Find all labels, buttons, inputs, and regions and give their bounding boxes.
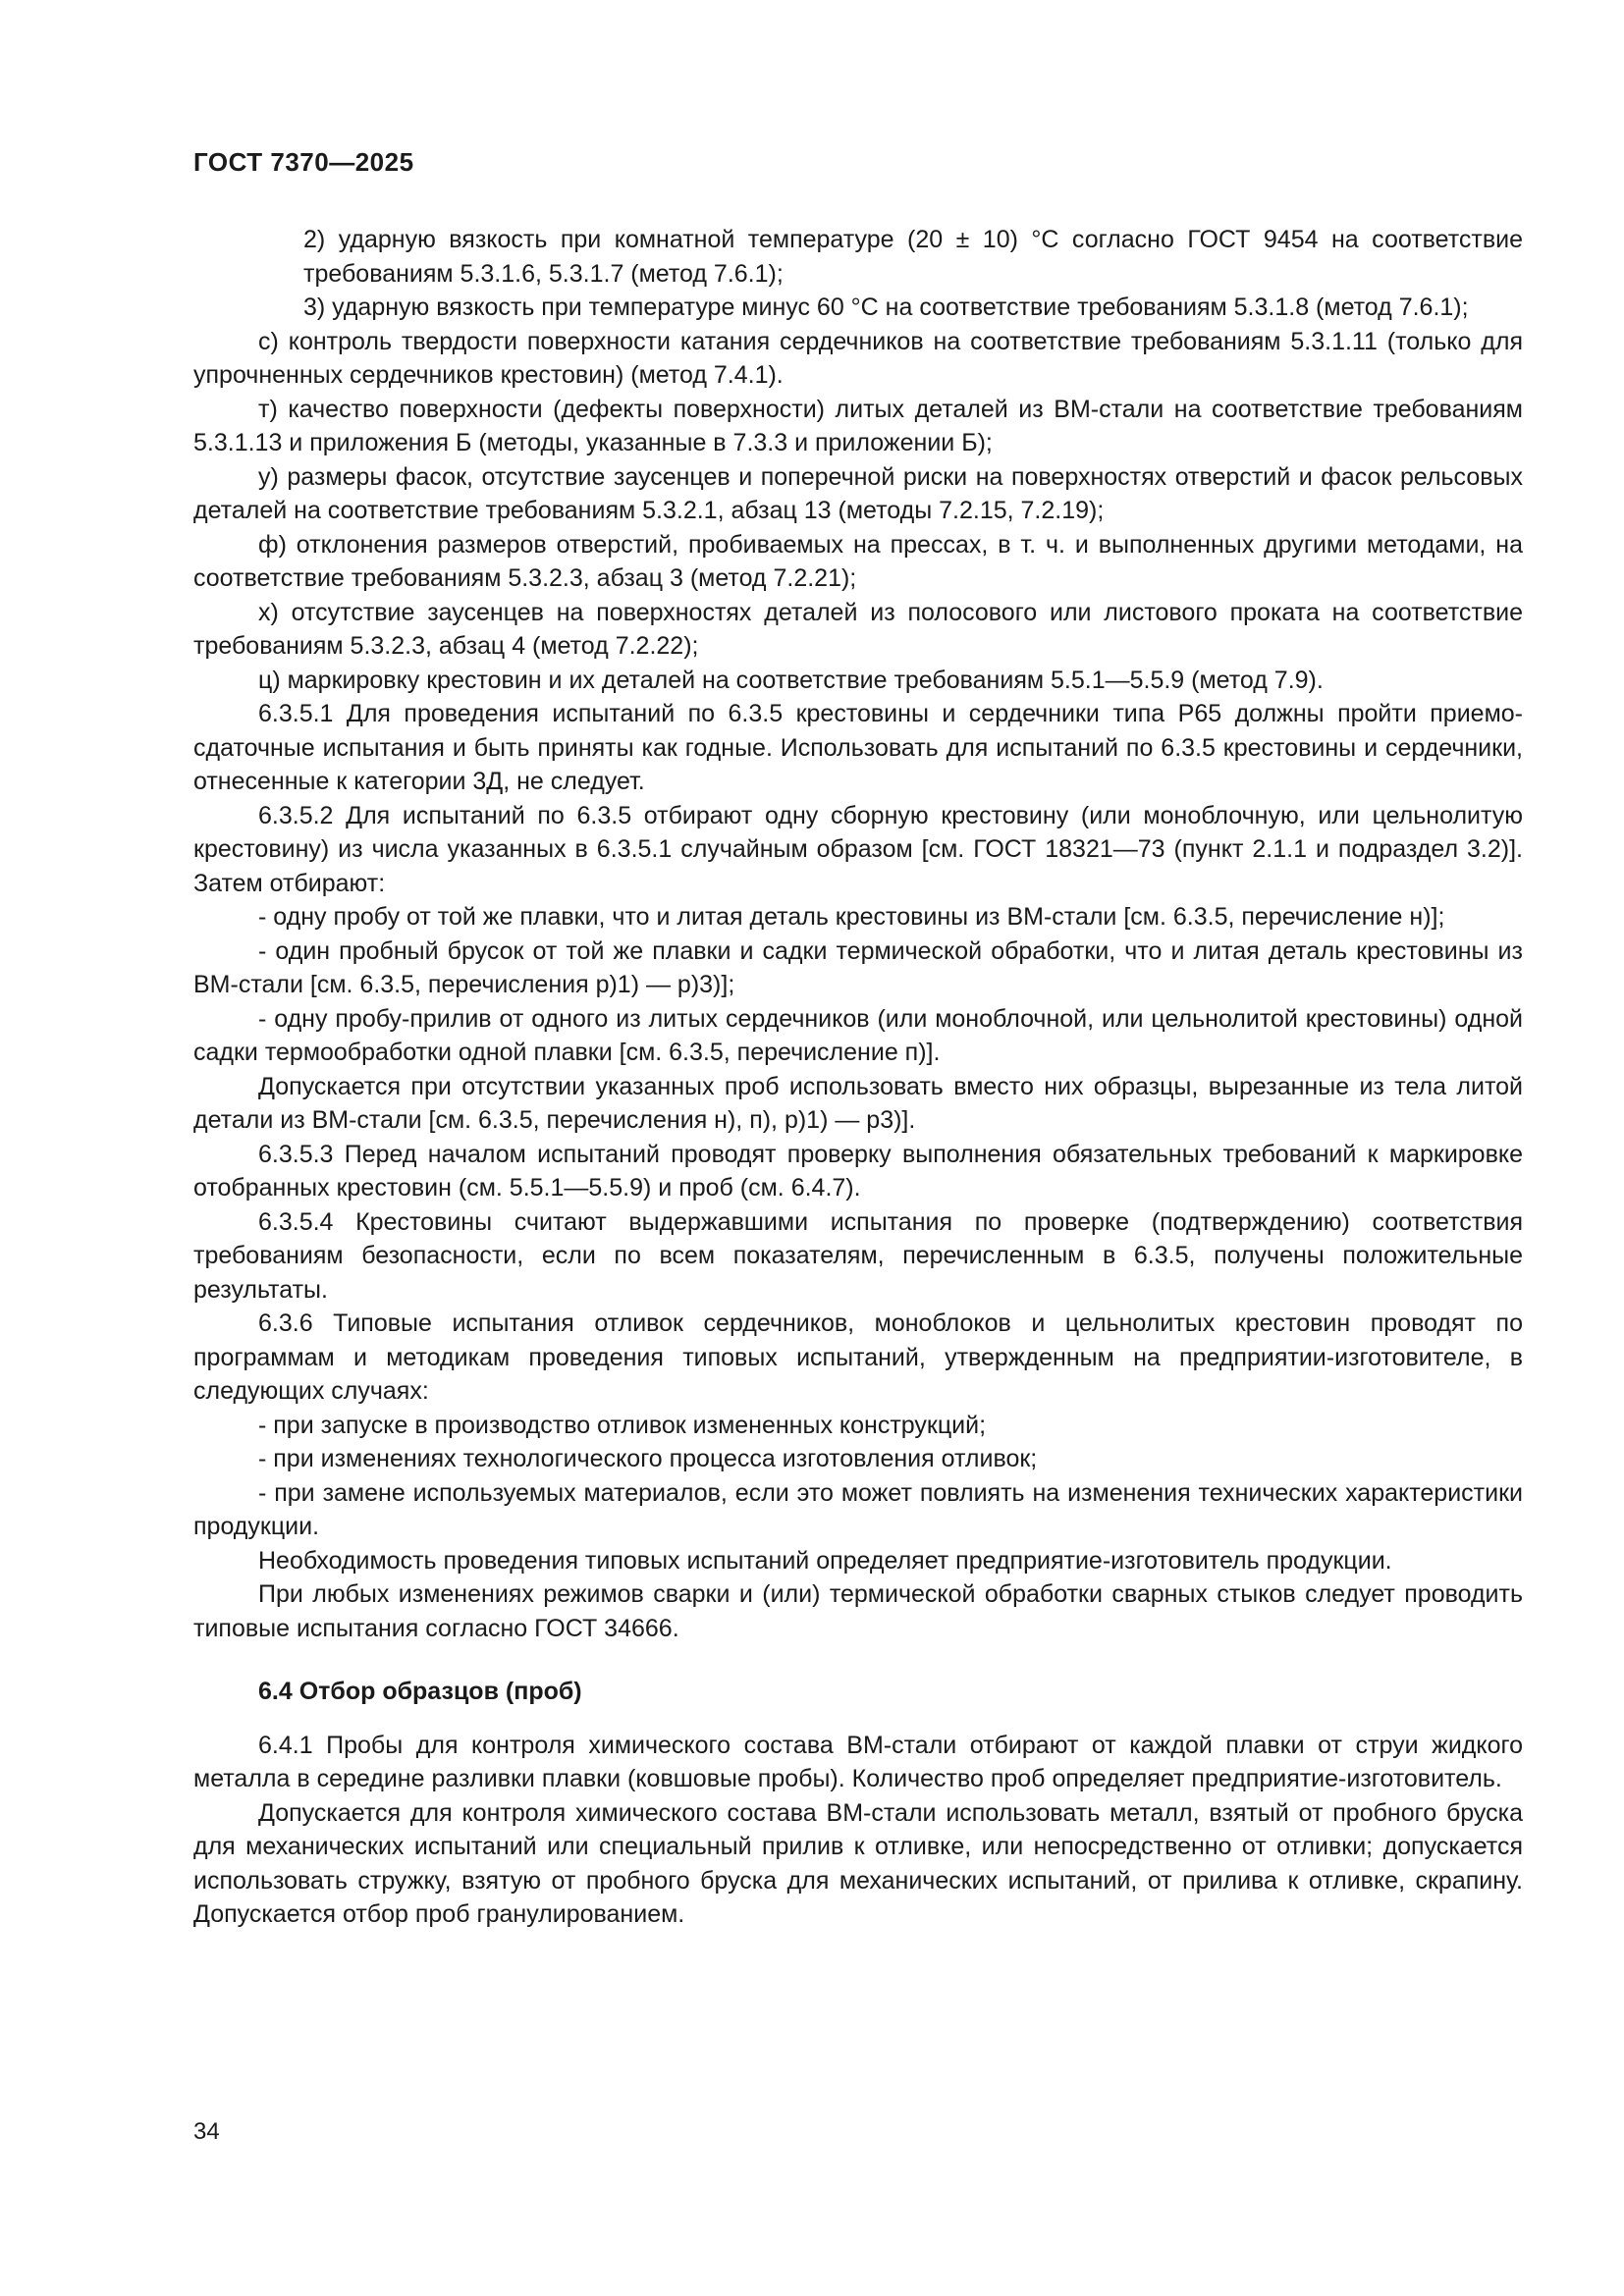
list-item: ф) отклонения размеров отверстий, пробиваемых на прессах, в т. ч. и выполненных другими методами, на соответствие требованиям 5.3.2.3, абзац 3 (метод 7.2.21); [193, 530, 1523, 592]
list-item: ц) маркировку крестовин и их деталей на соответствие требованиям 5.5.1—5.5.9 (метод 7.9). [258, 666, 1324, 694]
dash-item: - при замене используемых материалов, если это может повлиять на изменения технических характеристики продукции. [193, 1478, 1523, 1540]
paragraph: 6.3.5.3 Перед началом испытаний проводят проверку выполнения обязательных требований к маркировке отобранных крестовин (см. 5.5.1—5.5.9) и проб (см. 6.4.7). [193, 1140, 1523, 1201]
paragraph: 6.3.6 Типовые испытания отливок сердечников, моноблоков и цельнолитых крестовин проводят по программам и методикам проведения типовых испытаний, утвержденным на предприятии-изготовителе, в следующих случаях: [193, 1309, 1523, 1405]
paragraph: 6.4.1 Пробы для контроля химического состава ВМ-стали отбирают от каждой плавки от струи жидкого металла в середине разливки плавки (ковшовые пробы). Количество проб определяет предприятие-изготовитель. [193, 1731, 1523, 1792]
paragraph: Допускается для контроля химического состава ВМ-стали использовать металл, взятый от пробного бруска для механических испытаний или специальный прилив к отливке, или непосредственно от отливки; допускается использовать стружку, взятую от пробного бруска для механических испытаний, от прилива к отливке, скрапину. Допускается отбор проб гранулированием. [193, 1798, 1523, 1928]
list-item: у) размеры фасок, отсутствие заусенцев и поперечной риски на поверхностях отверстий и фасок рельсовых деталей на соответствие требованиям 5.3.2.1, абзац 13 (методы 7.2.15, 7.2.19); [193, 462, 1523, 524]
list-item: т) качество поверхности (дефекты поверхности) литых деталей из ВМ-стали на соответствие требованиям 5.3.1.13 и приложения Б (методы, указанные в 7.3.3 и приложении Б); [193, 395, 1523, 456]
dash-item: - один пробный брусок от той же плавки и садки термической обработки, что и литая деталь крестовины из ВМ-стали [см. 6.3.5, перечисления р)1) — р)3)]; [193, 936, 1523, 998]
dash-item: - одну пробу-прилив от одного из литых сердечников (или моноблочной, или цельнолитой крестовины) одной садки термообработки одной плавки [см. 6.3.5, перечисление п)]. [193, 1004, 1523, 1066]
dash-item: - при запуске в производство отливок измененных конструкций; [258, 1411, 987, 1439]
paragraph: 6.3.5.2 Для испытаний по 6.3.5 отбирают одну сборную крестовину (или моноблочную, или цельнолитую крестовину) из числа указанных в 6.3.5.1 случайным образом [см. ГОСТ 18321—73 (пункт 2.1.1 и подраздел 3.2)]. Затем отбирают: [193, 801, 1523, 897]
paragraph: Необходимость проведения типовых испытаний определяет предприятие-изготовитель продукции. [258, 1546, 1392, 1575]
section-heading: 6.4 Отбор образцов (проб) [258, 1678, 582, 1705]
paragraph: При любых изменениях режимов сварки и (или) термической обработки сварных стыков следует проводить типовые испытания согласно ГОСТ 34666. [193, 1580, 1523, 1642]
document-body [193, 223, 1523, 1932]
paragraph: 6.3.5.1 Для проведения испытаний по 6.3.5 крестовины и сердечники типа Р65 должны пройти приемо-сдаточные испытания и быть приняты как годные. Использовать для испытаний по 6.3.5 крестовины и сердечники, отнесенные к категории 3Д, не следует. [193, 700, 1523, 795]
list-item: 2) ударную вязкость при комнатной температуре (20 ± 10) °C согласно ГОСТ 9454 на соответствие требованиям 5.3.1.6, 5.3.1.7 (метод 7.6.1); [303, 226, 1523, 288]
list-item: 3) ударную вязкость при температуре минус 60 °C на соответствие требованиям 5.3.1.8 (метод 7.6.1); [303, 294, 1469, 321]
list-item: с) контроль твердости поверхности катания сердечников на соответствие требованиям 5.3.1.11 (только для упрочненных сердечников крестовин) (метод 7.4.1). [193, 327, 1523, 389]
document-header: ГОСТ 7370—2025 [193, 147, 414, 177]
dash-item: - одну пробу от той же плавки, что и литая деталь крестовины из ВМ-стали [см. 6.3.5, перечисление н)]; [258, 903, 1445, 931]
paragraph: Допускается при отсутствии указанных проб использовать вместо них образцы, вырезанные из тела литой детали из ВМ-стали [см. 6.3.5, перечисления н), п), р)1) — р3)]. [193, 1072, 1523, 1134]
list-item: х) отсутствие заусенцев на поверхностях деталей из полосового или листового проката на соответствие требованиям 5.3.2.3, абзац 4 (метод 7.2.22); [193, 598, 1523, 660]
dash-item: - при изменениях технологического процесса изготовления отливок; [258, 1445, 1038, 1472]
paragraph: 6.3.5.4 Крестовины считают выдержавшими испытания по проверке (подтверждению) соответствия требованиям безопасности, если по всем показателям, перечисленным в 6.3.5, получены положительные результаты. [193, 1207, 1523, 1304]
page-number: 34 [193, 2118, 220, 2145]
